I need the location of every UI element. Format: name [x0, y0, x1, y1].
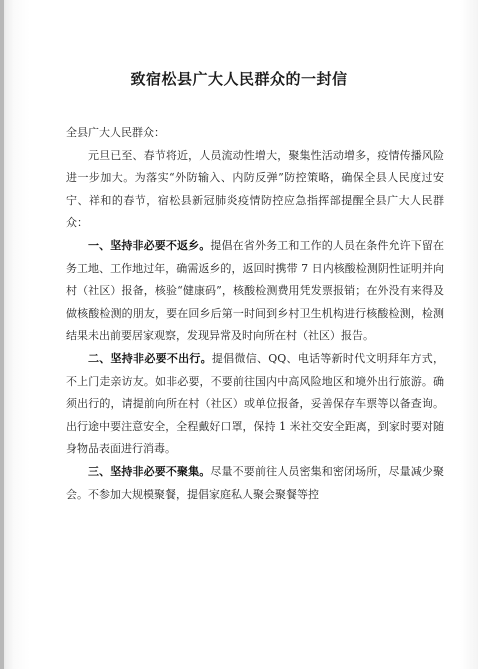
section-paragraph-3: [66, 461, 444, 506]
section-paragraph-2: [66, 348, 444, 461]
section-text-2: 提倡微信、QQ、电话等新时代文明拜年方式，不上门走亲访友。如非必要，不要前往国内中高风险地区和境外出行旅游。确须出行的，请提前向所在村（社区）或单位报备，妥善保存车票等以备查询。出行途中要注意安全，全程戴好口罩，保持 1 米社交安全距离，到家时要对随身物品表面进行消毒。: [66, 351, 444, 456]
salutation: 全县广大人民群众：: [66, 126, 165, 139]
section-heading-1: 一、坚持非必要不返乡。: [88, 238, 211, 252]
section-text-3: 尽量不要前往人员密集和密闭场所，尽量减少聚会。不参加大规模聚餐，提倡家庭私人聚会聚餐等控: [66, 464, 445, 501]
page-edge-shadow: [0, 0, 4, 669]
letter-title: 致宿松县广大人民群众的一封信: [130, 70, 348, 88]
intro-paragraph: 元旦已至、春节将近，人员流动性增大，聚集性活动增多，疫情传播风险进一步加大。为落实“外防输入、内防反弹”防控策略，确保全县人民度过安宁、祥和的春节，宿松县新冠肺炎疫情防控应急指挥部提醒全县广大人民群众：: [66, 148, 444, 230]
section-heading-2: 二、坚持非必要不出行。: [88, 351, 212, 365]
section-heading-3: 三、坚持非必要不聚集。: [88, 464, 211, 478]
section-text-1: 提倡在省外务工和工作的人员在条件允许下留在务工地、工作地过年，确需返乡的，返回时携带 7 日内核酸检测阴性证明并向村（社区）报备，核验“健康码”，核酸检测费用凭发票报销；在外没有来得及做核酸检测的朋友，要在回乡后第一时间到乡村卫生机构进行核酸检测，检测结果未出前要居家观察，发现异常及时向所在村（社区）报告。: [66, 238, 445, 343]
section-paragraph-1: [66, 235, 444, 348]
letter-body: [66, 122, 444, 506]
